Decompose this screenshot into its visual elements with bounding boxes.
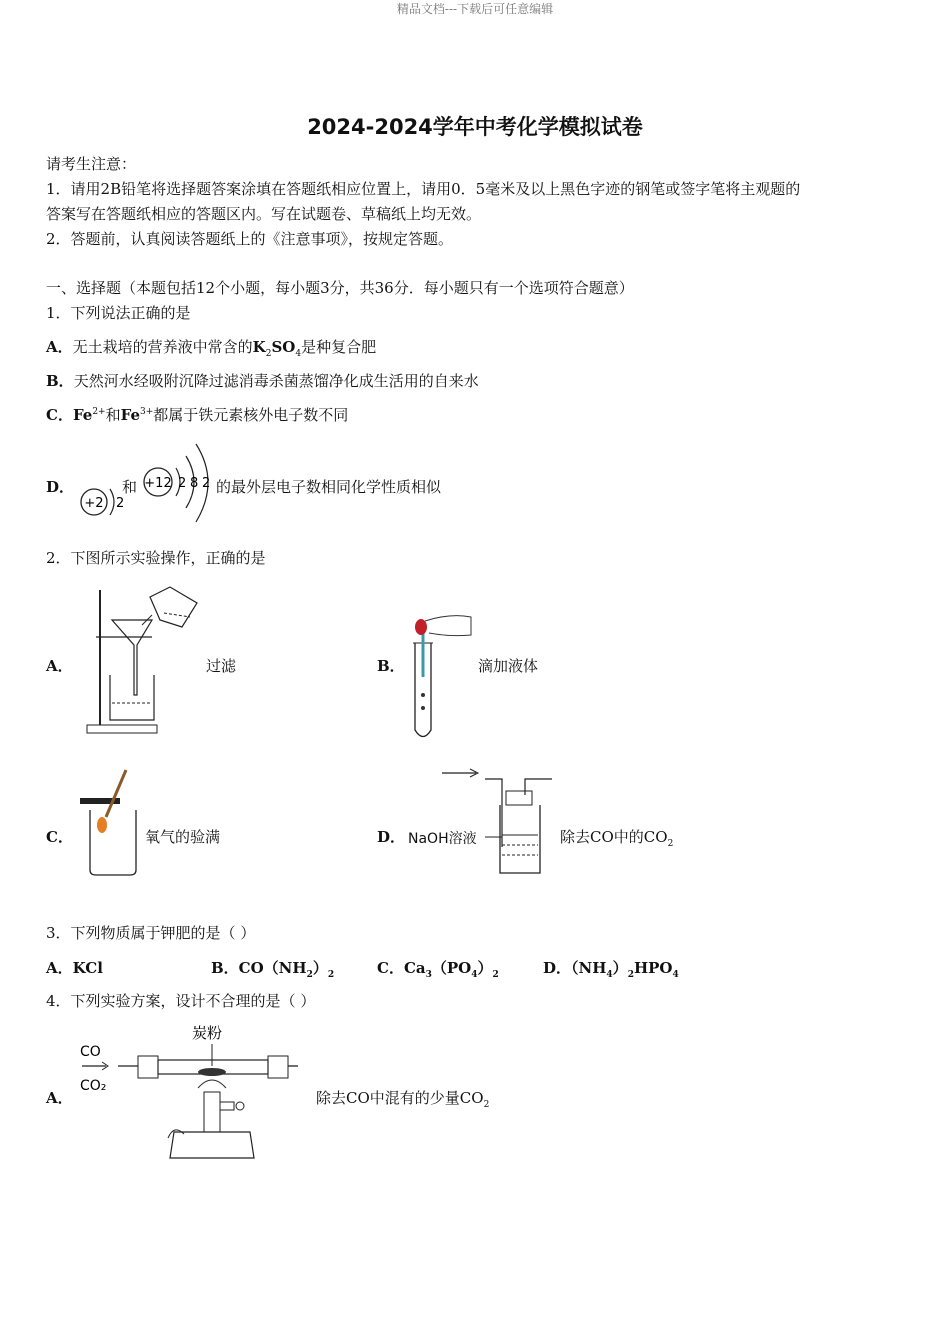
q4-option-a-label: A． (46, 1089, 73, 1107)
fig-co2-label: CO₂ (80, 1078, 107, 1094)
superscript: 2+ (92, 407, 106, 417)
subscript: 2 (492, 970, 499, 980)
gas-washing-figure (440, 765, 560, 880)
atom2-shell-3: 2 (202, 476, 211, 491)
option-text: 无土栽培的营养液中常含的 (72, 338, 253, 356)
fig-co-label: CO (80, 1044, 101, 1060)
q3-option-b (211, 957, 334, 980)
q1-d-text: 的最外层电子数相同化学性质相似 (216, 478, 442, 496)
atom2-shell-1: 2 (178, 476, 187, 491)
q4-stem: 4．下列实验方案，设计不合理的是（ ） (46, 992, 316, 1010)
q3-option-c (377, 957, 499, 980)
q3-option-d (543, 957, 679, 980)
option-text: 除去CO中混有的少量CO (316, 1089, 484, 1107)
dropper-figure (405, 605, 485, 745)
section-heading: 一、选择题（本题包括12个小题，每小题3分，共36分．每小题只有一个选项符合题意） (46, 279, 634, 297)
q2-option-b-text: 滴加液体 (478, 657, 539, 675)
subscript: 2 (265, 349, 272, 359)
option-text: HPO (633, 959, 673, 977)
subscript: 2 (306, 970, 313, 980)
subscript: 4 (672, 970, 679, 980)
q1-stem: 1．下列说法正确的是 (46, 304, 191, 322)
option-text: （PO (431, 959, 472, 977)
q2-option-a-text: 过滤 (206, 657, 237, 675)
oxygen-test-figure (78, 765, 148, 880)
carbon-tube-figure (78, 1020, 303, 1165)
option-text: C．Ca (377, 959, 426, 977)
naoh-label: NaOH溶液 (408, 831, 477, 847)
option-text: ） (612, 959, 628, 977)
q1-option-a (46, 336, 376, 359)
fig-carbon-label: 炭粉 (192, 1024, 223, 1042)
option-text: ） (477, 959, 493, 977)
option-text: 是种复合肥 (301, 338, 377, 356)
subscript: 3 (425, 970, 432, 980)
q2-option-c-text: 氧气的验满 (145, 828, 221, 846)
notice-line-2: 2．答题前，认真阅读答题纸上的《注意事项》，按规定答题。 (46, 230, 454, 248)
subscript: 2 (667, 839, 674, 849)
option-label: B． (46, 372, 74, 390)
page-header: 精品文档---下载后可任意编辑 (396, 2, 554, 16)
magnesium-atom-diagram (140, 438, 220, 528)
q2-stem: 2．下图所示实验操作，正确的是 (46, 549, 266, 567)
subscript: 4 (606, 970, 613, 980)
option-label: D． (46, 478, 75, 496)
atom2-shell-2: 8 (190, 476, 199, 491)
formula: Fe (120, 406, 140, 424)
subscript: 4 (295, 349, 302, 359)
formula: SO (271, 338, 296, 356)
q2-option-b-label: B． (377, 657, 405, 675)
subscript: 2 (327, 970, 335, 980)
superscript: 3+ (140, 407, 154, 417)
subscript: 4 (471, 970, 478, 980)
q2-option-c-label: C． (46, 828, 73, 846)
option-text: 都属于铁元素核外电子数不同 (153, 406, 349, 424)
atom1-shell-1: 2 (116, 496, 125, 511)
q3-stem: 3．下列物质属于钾肥的是（ ） (46, 924, 256, 942)
q4-option-a-text (316, 1087, 489, 1110)
option-text: 除去CO中的CO (560, 828, 668, 846)
exam-title: 2024-2024学年中考化学模拟试卷 (307, 115, 643, 139)
q1-option-d-label (46, 476, 74, 497)
formula: K (252, 338, 266, 356)
option-text: ） (312, 959, 328, 977)
notice-line-1a: 1．请用2B铅笔将选择题答案涂填在答题纸相应位置上，请用0．5毫米及以上黑色字迹的钢笔或签字笔将主观题的 (46, 180, 801, 198)
notice-heading: 请考生注意： (46, 155, 137, 173)
notice-line-1b: 答案写在答题纸相应的答题区内。写在试题卷、草稿纸上均无效。 (46, 205, 482, 223)
q1-option-c (46, 404, 348, 425)
q2-option-d-text (560, 826, 673, 849)
option-text: B．CO（NH (211, 959, 307, 977)
option-text: D．（NH (543, 959, 607, 977)
option-label: C． (46, 406, 73, 424)
q3-option-a: A．KCl (46, 959, 103, 977)
q1-d-and: 和 (122, 478, 138, 496)
option-text: 和 (105, 406, 121, 424)
helium-atom-diagram (78, 485, 128, 525)
q1-option-b (46, 370, 479, 391)
filtration-figure (82, 585, 207, 740)
option-label: A． (46, 338, 73, 356)
atom1-nucleus: +2 (84, 496, 104, 511)
subscript: 2 (483, 1100, 490, 1110)
q2-option-d-label: D． (377, 828, 406, 846)
q2-option-a-label: A． (46, 657, 73, 675)
option-text: 天然河水经吸附沉降过滤消毒杀菌蒸馏净化成生活用的自来水 (73, 372, 479, 390)
subscript: 2 (627, 970, 634, 980)
atom2-nucleus: +12 (144, 476, 172, 491)
formula: Fe (72, 406, 93, 424)
